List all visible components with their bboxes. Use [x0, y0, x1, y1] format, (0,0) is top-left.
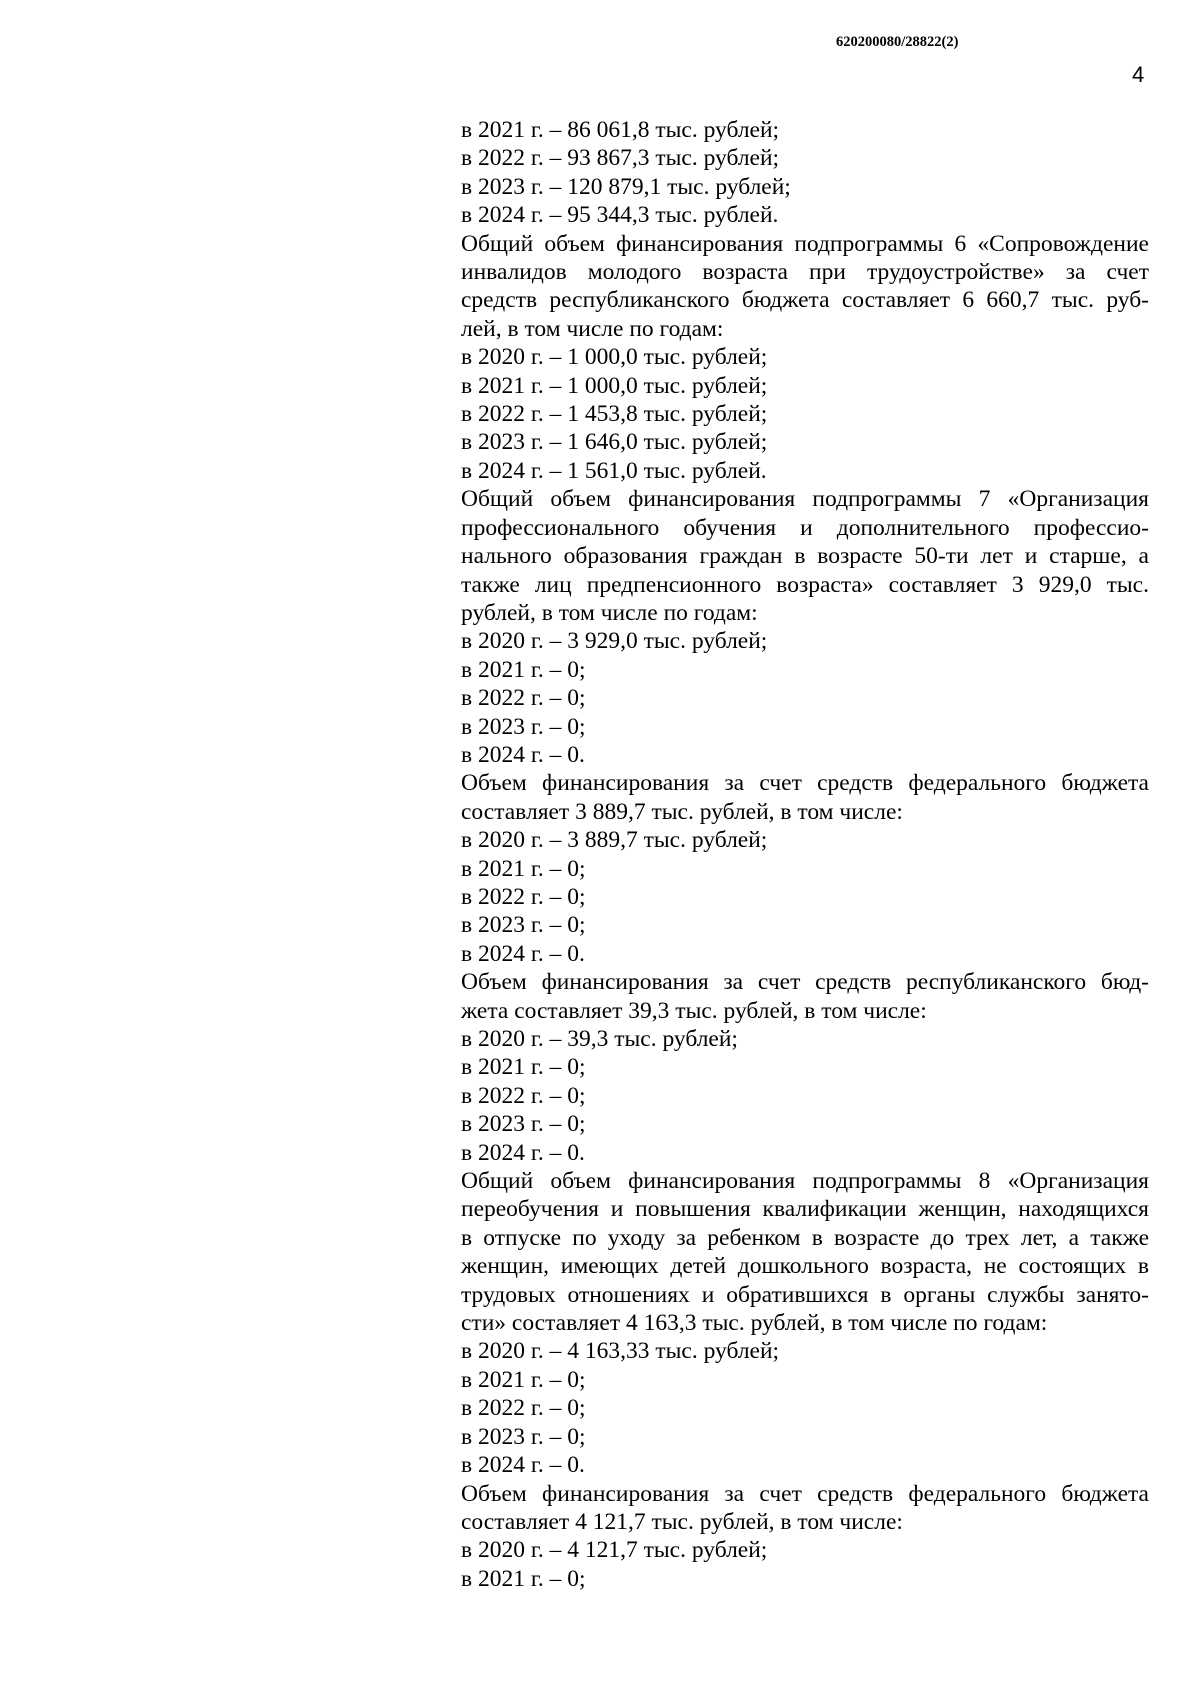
- funding-year-line: в 2021 г. – 0;: [461, 1366, 586, 1393]
- paragraph-line: нального образования граждан в возрасте 50-ти лет и старше, а: [461, 543, 1149, 570]
- funding-year-line: в 2022 г. – 93 867,3 тыс. рублей;: [461, 145, 780, 172]
- paragraph-line: трудовых отношениях и обратившихся в органы службы занято-: [461, 1281, 1149, 1308]
- paragraph-line: рублей, в том числе по годам:: [461, 599, 758, 626]
- funding-year-line: в 2022 г. – 0;: [461, 883, 586, 910]
- paragraph-line: Общий объем финансирования подпрограммы 8 «Организация: [461, 1168, 1149, 1195]
- funding-year-line: в 2024 г. – 0.: [461, 1452, 585, 1479]
- funding-year-line: в 2023 г. – 0;: [461, 912, 586, 939]
- paragraph-line: Общий объем финансирования подпрограммы 7 «Организация: [461, 486, 1149, 513]
- funding-year-line: в 2024 г. – 0.: [461, 940, 585, 967]
- funding-paragraph: [461, 1480, 1149, 1537]
- funding-year-line: в 2022 г. – 0;: [461, 1082, 586, 1109]
- paragraph-line: сти» составляет 4 163,3 тыс. рублей, в том числе по годам:: [461, 1310, 1048, 1337]
- paragraph-line: составляет 3 889,7 тыс. рублей, в том числе:: [461, 798, 903, 825]
- paragraph-line: профессионального обучения и дополнительного профессио-: [461, 514, 1149, 541]
- funding-year-line: в 2022 г. – 1 453,8 тыс. рублей;: [461, 401, 768, 428]
- paragraph-line: женщин, имеющих детей дошкольного возраста, не состоящих в: [461, 1253, 1149, 1280]
- funding-year-line: в 2020 г. – 1 000,0 тыс. рублей;: [461, 344, 768, 371]
- funding-year-line: в 2021 г. – 0;: [461, 1054, 586, 1081]
- paragraph-line: составляет 4 121,7 тыс. рублей, в том числе:: [461, 1508, 903, 1535]
- funding-year-line: в 2021 г. – 1 000,0 тыс. рублей;: [461, 372, 768, 399]
- funding-paragraph: [461, 1167, 1149, 1337]
- document-code: 620200080/28822(2): [836, 34, 959, 50]
- funding-year-line: в 2020 г. – 3 929,0 тыс. рублей;: [461, 628, 768, 655]
- funding-year-line: в 2020 г. – 39,3 тыс. рублей;: [461, 1026, 738, 1052]
- paragraph-line: Общий объем финансирования подпрограммы 6 «Сопровождение: [461, 230, 1149, 257]
- funding-year-line: в 2024 г. – 95 344,3 тыс. рублей.: [461, 202, 779, 229]
- funding-year-line: в 2024 г. – 0.: [461, 1139, 585, 1166]
- paragraph-line: также лиц предпенсионного возраста» составляет 3 929,0 тыс.: [461, 571, 1149, 598]
- page-number: 4: [1132, 62, 1145, 87]
- paragraph-line: жета составляет 39,3 тыс. рублей, в том числе:: [461, 997, 927, 1024]
- paragraph-line: инвалидов молодого возраста при трудоустройстве» за счет: [461, 259, 1149, 286]
- funding-year-line: в 2021 г. – 0;: [461, 855, 586, 882]
- funding-year-line: в 2020 г. – 4 121,7 тыс. рублей;: [461, 1537, 768, 1564]
- funding-year-line: в 2023 г. – 0;: [461, 1111, 586, 1138]
- paragraph-line: лей, в том числе по годам:: [461, 315, 724, 342]
- funding-paragraph: [461, 485, 1149, 627]
- funding-year-line: в 2020 г. – 3 889,7 тыс. рублей;: [461, 827, 768, 854]
- funding-paragraph: [461, 769, 1149, 826]
- funding-year-line: в 2022 г. – 0;: [461, 685, 586, 712]
- funding-paragraph: [461, 230, 1149, 344]
- paragraph-line: средств республиканского бюджета составляет 6 660,7 тыс. руб-: [461, 287, 1149, 314]
- funding-year-line: в 2023 г. – 0;: [461, 1423, 586, 1450]
- funding-year-line: в 2021 г. – 0;: [461, 656, 586, 683]
- paragraph-line: переобучения и повышения квалификации женщин, находящихся: [461, 1196, 1149, 1223]
- funding-year-line: в 2023 г. – 120 879,1 тыс. рублей;: [461, 173, 791, 200]
- paragraph-line: Объем финансирования за счет средств федерального бюджета: [461, 770, 1149, 797]
- funding-year-line: в 2021 г. – 86 061,8 тыс. рублей;: [461, 117, 780, 143]
- funding-year-line: в 2022 г. – 0;: [461, 1395, 586, 1422]
- paragraph-line: в отпуске по уходу за ребенком в возрасте до трех лет, а также: [461, 1224, 1149, 1251]
- funding-year-line: в 2023 г. – 0;: [461, 713, 586, 740]
- funding-year-line: в 2020 г. – 4 163,33 тыс. рублей;: [461, 1338, 780, 1365]
- funding-year-line: в 2021 г. – 0;: [461, 1565, 586, 1592]
- funding-year-line: в 2023 г. – 1 646,0 тыс. рублей;: [461, 429, 768, 456]
- funding-year-line: в 2024 г. – 1 561,0 тыс. рублей.: [461, 457, 767, 484]
- document-body: [461, 116, 1149, 1593]
- paragraph-line: Объем финансирования за счет средств республиканского бюд-: [461, 969, 1149, 996]
- funding-year-line: в 2024 г. – 0.: [461, 741, 585, 768]
- funding-paragraph: [461, 968, 1149, 1025]
- paragraph-line: Объем финансирования за счет средств федерального бюджета: [461, 1480, 1149, 1507]
